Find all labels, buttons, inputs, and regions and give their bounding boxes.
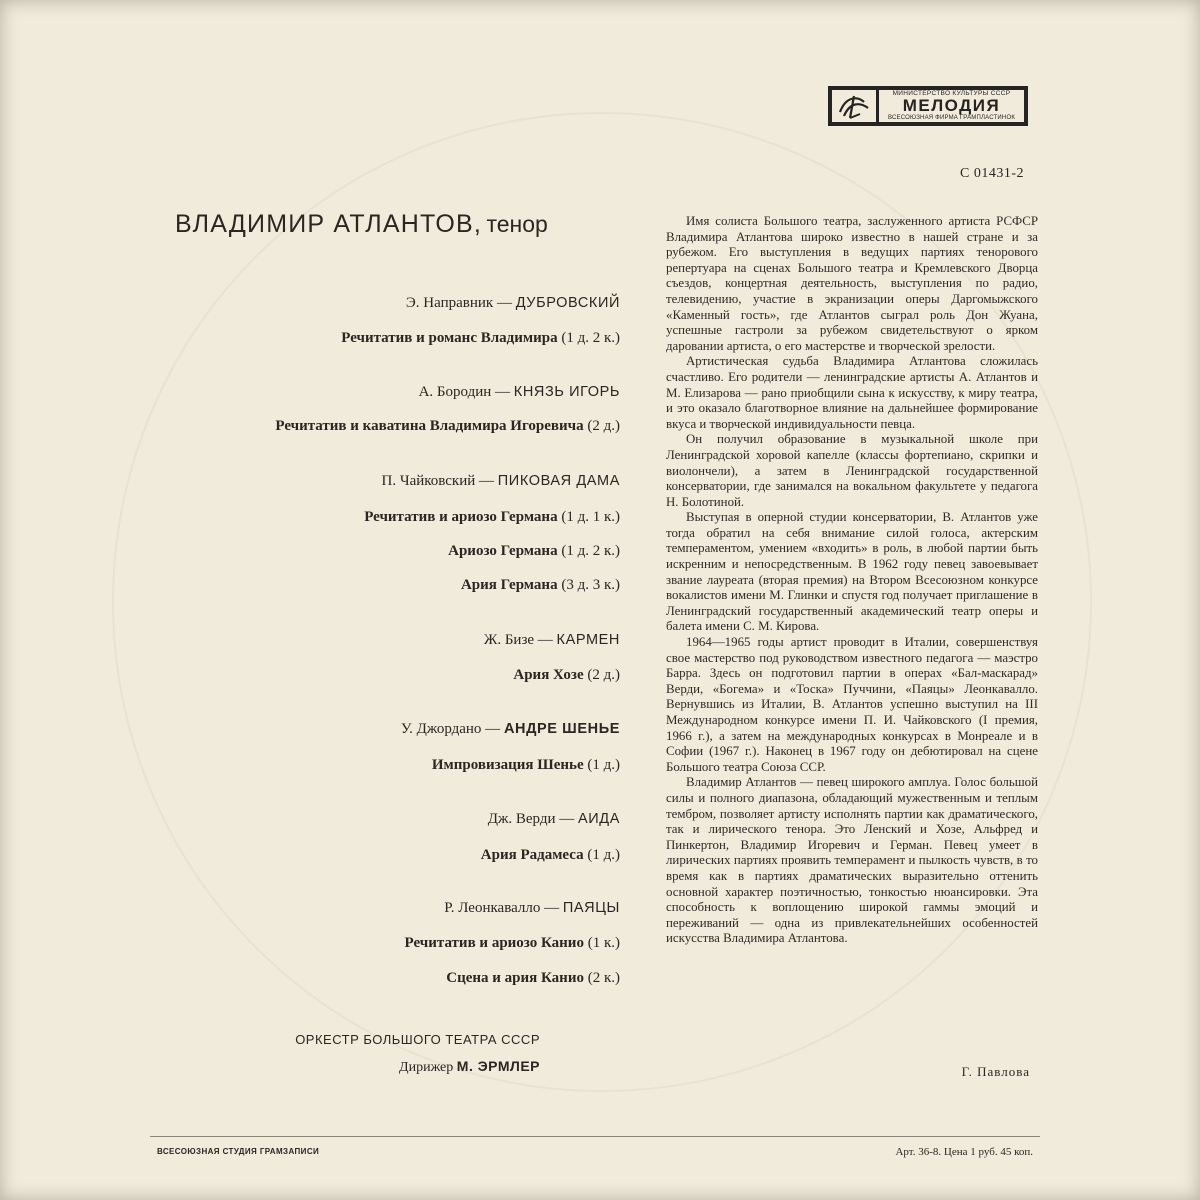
composer-name: Р. Леонкавалло —	[444, 900, 560, 916]
track-note: (3 д. 3 к.)	[561, 577, 620, 593]
track-title: Речитатив и ариозо Германа	[364, 509, 558, 525]
track-title: Ария Германа	[460, 577, 558, 593]
liner-paragraph: Он получил образование в музыкальной школе при Ленинградской хоровой капелле (классы фортепиано, скрипки и виолончели), а затем в Ленинградской государственной консерватории, где занимался на вокальном факультете у педагога Н. Болотиной.	[666, 432, 1038, 509]
composer-name: П. Чайковский —	[381, 473, 495, 489]
performer-role: тенор	[486, 211, 548, 237]
track-title: Ария Хозе	[513, 667, 584, 683]
liner-paragraph: Артистическая судьба Владимира Атлантова сложилась счастливо. Его родители — ленинградские артисты А. Атлантов и М. Елизарова — рано приобщили сына к искусству, к миру театра, и это оказало благотворное влияние на дальнейшее формирование вкуса и творческой индивидуальности певца.	[666, 354, 1038, 431]
track-note: (1 д. 1 к.)	[561, 509, 620, 525]
track-title: Сцена и ария Канио	[446, 970, 584, 986]
opera-title: ДУБРОВСКИЙ	[515, 295, 620, 311]
liner-author: Г. Павлова	[961, 1064, 1030, 1079]
opera-title: АНДРЕ ШЕНЬЕ	[503, 721, 620, 737]
composer-name: Э. Направник —	[405, 295, 512, 311]
opera-title: ПАЯЦЫ	[562, 900, 620, 916]
conductor-label: Дирижер	[399, 1060, 454, 1075]
track-note: (1 д. 2 к.)	[561, 330, 620, 346]
liner-paragraph: Выступая в оперной студии консерватории, В. Атлантов уже тогда обратил на себя внимание силой голоса, актерским темпераментом, умением «входить» в роль, в любой партии быть искренним и непосредственным. В 1962 году певец завоевывает звание лауреата (вторая премия) на Втором Всесоюзном конкурсе вокалистов имени М. Глинки и спустя год получает приглашение в Ленинградский государственный академический театр оперы и балета имени С. М. Кирова.	[666, 510, 1038, 634]
track-note: (2 к.)	[587, 970, 620, 986]
opera-title: АИДА	[578, 811, 620, 827]
performer-name: ВЛАДИМИР АТЛАНТОВ,	[175, 210, 483, 238]
catalog-number: С 01431-2	[960, 166, 1024, 181]
composer-name: Дж. Верди —	[487, 811, 575, 827]
price-line: Арт. 36-8. Цена 1 руб. 45 коп.	[895, 1146, 1033, 1158]
track-note: (1 к.)	[587, 935, 620, 951]
studio-credit: ВСЕСОЮЗНАЯ СТУДИЯ ГРАМЗАПИСИ	[157, 1147, 320, 1156]
track-note: (2 д.)	[587, 418, 620, 434]
opera-title: ПИКОВАЯ ДАМА	[497, 473, 620, 489]
track-title: Речитатив и каватина Владимира Игоревича	[275, 418, 584, 434]
logo-ministry-text: МИНИСТЕРСТВО КУЛЬТУРЫ СССР	[892, 90, 1011, 97]
track-title: Ария Радамеса	[480, 847, 584, 863]
logo-brand-text: МЕЛОДИЯ	[902, 96, 1001, 115]
track-note: (2 д.)	[587, 667, 620, 683]
track-note: (1 д.)	[587, 847, 620, 863]
opera-title: КНЯЗЬ ИГОРЬ	[513, 384, 620, 400]
composer-name: А. Бородин —	[418, 384, 511, 400]
track-title: Импровизация Шенье	[431, 757, 584, 773]
track-title: Ариозо Германа	[448, 543, 558, 559]
track-title: Речитатив и романс Владимира	[341, 330, 558, 346]
track-note: (1 д. 2 к.)	[561, 543, 620, 559]
liner-paragraph: 1964—1965 годы артист проводит в Италии, совершенствуя свое мастерство под руководством известного педагога — маэстро Барра. Здесь он подготовил партии в операх «Бал-маскарад» Верди, «Богема» и «Тоска» Пуччини, «Паяцы» Леонкавалло. Вернувшись из Италии, В. Атлантов успешно выступил на III Международном конкурсе имени П. И. Чайковского (I премия, 1966 г.), а затем на международных конкурсах в Монреале и в Софии (1967 г.). Наконец в 1967 году он дебютировал на сцене Большого театра Союза ССР.	[666, 635, 1038, 774]
orchestra-credit: ОРКЕСТР БОЛЬШОГО ТЕАТРА СССР	[295, 1032, 540, 1047]
liner-paragraph: Имя солиста Большого театра, заслуженного артиста РСФСР Владимира Атлантова широко известно в нашей стране и за рубежом. Его выступления в ведущих партиях тенорового репертуара на сценах Большого театра и Кремлевского Дворца съездов, концертная деятельность, выступления по радио, телевидению, участие в экранизации оперы Даргомыжского «Каменный гость», где Атлантов сыграл роль Дон Жуана, успешные гастроли за рубежом свидетельствуют о ярком даровании артиста, о его мастерстве и творческой зрелости.	[666, 214, 1038, 353]
track-title: Речитатив и ариозо Канио	[404, 935, 584, 951]
track-note: (1 д.)	[587, 757, 620, 773]
conductor-name: М. ЭРМЛЕР	[456, 1058, 540, 1074]
opera-title: КАРМЕН	[556, 632, 620, 648]
composer-name: У. Джордано —	[400, 721, 501, 737]
logo-company-text: ВСЕСОЮЗНАЯ ФИРМА ГРАМПЛАСТИНОК	[887, 115, 1016, 121]
liner-paragraph: Владимир Атлантов — певец широкого амплуа. Голос большой силы и полного диапазона, обладающий мужественным и теплым тембром, позволяет артисту исполнять партии как драматического, так и лирического тенора. Это Ленский и Хозе, Альфред и Пинкертон, Владимир Игоревич и Герман. Певец умеет в лирических партиях проявить темперамент и пылкость чувств, в то время как в партиях драматических выразительно оттенить основной характер поэтичностью, тонкостью нюансировки. Эта способность к воплощению широкой гаммы эмоций и переживаний — одна из привлекательнейших особенностей искусства Владимира Атлантова.	[666, 775, 1038, 946]
composer-name: Ж. Бизе —	[483, 632, 553, 648]
